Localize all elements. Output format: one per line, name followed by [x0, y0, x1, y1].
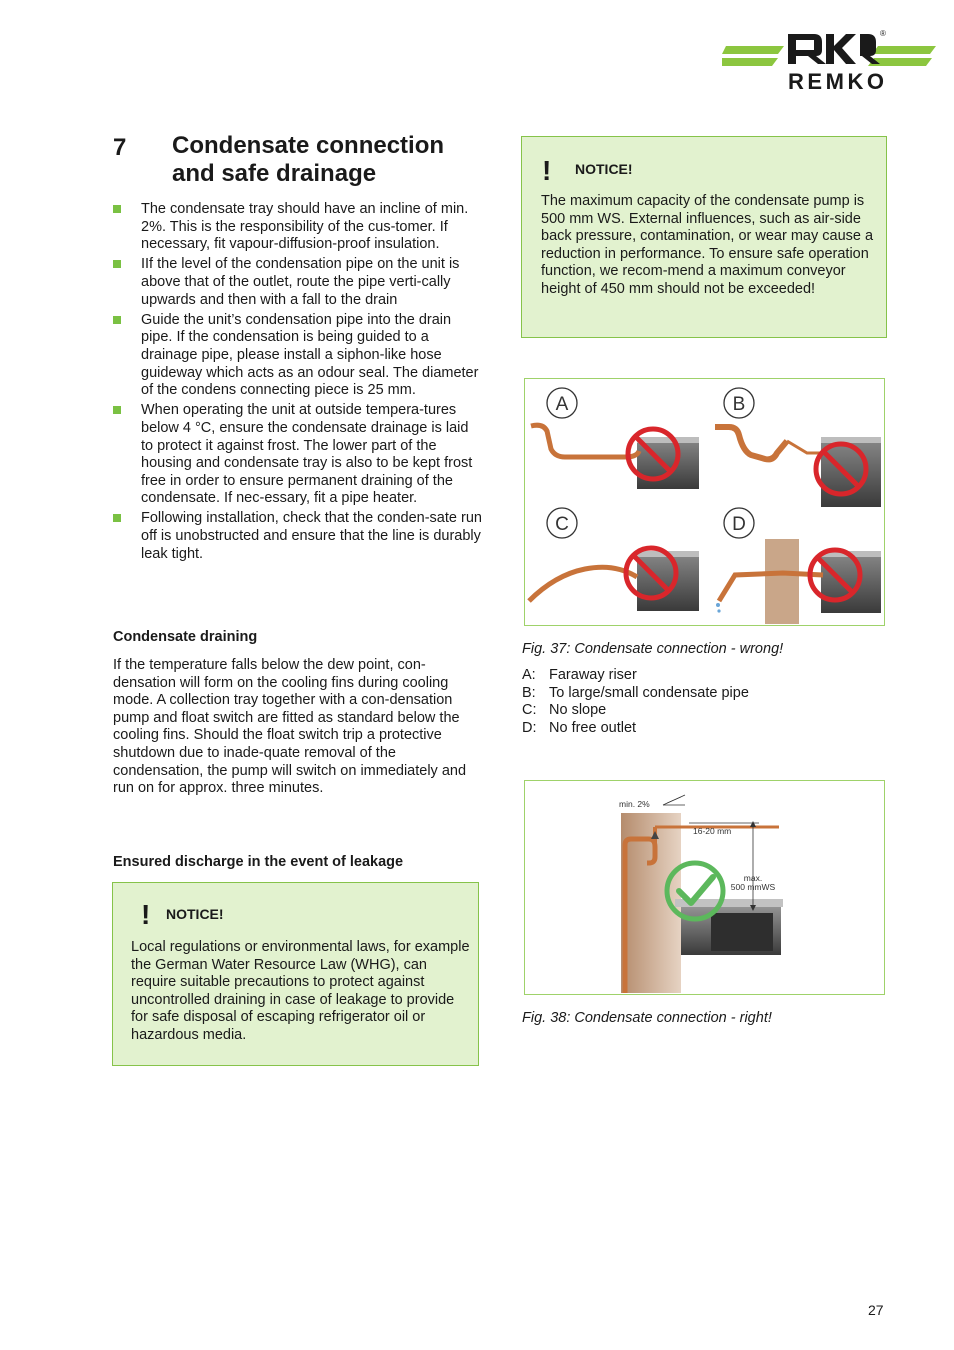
slope-label: min. 2%	[619, 799, 650, 809]
list-item: Following installation, check that the conden-sate run off is unobstructed and ensure that the line is durably leak tight.	[113, 510, 483, 563]
notice-label: NOTICE!	[575, 161, 633, 177]
panel-c	[529, 508, 699, 611]
notice-label: NOTICE!	[166, 906, 224, 922]
notice-text: The maximum capacity of the condensate pump is 500 mm WS. External influences, such as air-side back pressure, contamination, or wear may cause a reduction in performance. To ensure safe operation function, we recom-mend a maximum conveyor height of 450 mm should not be exceeded!	[541, 193, 874, 297]
list-item: When operating the unit at outside tempera-tures below 4 °C, ensure the condensate drainage is laid to protect it against frost. The lower part of the housing and condensate tray is also to be kept frost free in order to ensure permanent draining of the condensate. If nec-essary, fit a pipe heater.	[113, 402, 483, 508]
figure-38-caption: Fig. 38: Condensate connection - right!	[522, 1010, 772, 1026]
exclamation-icon: !	[542, 155, 552, 186]
leakage-heading: Ensured discharge in the event of leakage	[113, 854, 404, 870]
panel-b-label: B	[732, 394, 746, 415]
max-value-label: 500 mmWS	[730, 882, 776, 892]
section-title	[172, 132, 492, 188]
instruction-list	[113, 201, 483, 566]
panel-c-label: C	[555, 514, 569, 535]
section-title-line1: Condensate connection	[172, 132, 445, 159]
notice-box-right	[521, 136, 887, 338]
list-item: IIf the level of the condensation pipe on the unit is above that of the outlet, route the pipe verti-cally upwards and then with a fall to the drain	[113, 256, 483, 309]
condensate-draining-text: If the temperature falls below the dew point, con-densation will form on the cooling fins during cooling mode. A collection tray together with a con-densation pump and float switch are fitted as standard below the cooling fins. Should the float switch trip a protective shutdown due to inade-quate removal of the condensation, the pump will switch on immediately and run on for approx. three minutes.	[113, 657, 467, 797]
panel-b	[715, 388, 881, 507]
list-item: The condensate tray should have an incline of min. 2%. This is the responsibility of the cus-tomer. If necessary, fit vapour-diffusion-proof insulation.	[113, 201, 483, 254]
bullet-square-icon	[113, 406, 121, 414]
figure-37-legend	[522, 667, 749, 737]
notice-text: Local regulations or environmental laws, for example the German Water Resource Law (WHG), can require suitable precautions to protect against uncontrolled draining in case of leakage to provide for safe disposal of escaping refrigerator oil or hazardous media.	[131, 939, 470, 1043]
page-number: 27	[868, 1302, 884, 1318]
panel-d	[716, 508, 881, 624]
legend-item: A: Faraway riser	[522, 667, 637, 683]
figure-37	[524, 378, 885, 626]
legend-item: B: To large/small condensate pipe	[522, 684, 749, 701]
notice-box-left	[112, 882, 479, 1066]
height-label: 16-20 mm	[693, 826, 732, 836]
list-item: Guide the unit’s condensation pipe into the drain pipe. If the condensation is being guided to a drainage pipe, please install a siphon-like hose guideway which acts as an odour seal. The diameter of the condens connecting piece is 25 mm.	[113, 312, 483, 400]
panel-d-label: D	[732, 514, 746, 535]
figure-38	[524, 780, 885, 995]
bullet-square-icon	[113, 205, 121, 213]
legend-item: C: No slope	[522, 702, 607, 719]
section-number: 7	[113, 134, 127, 161]
figure-37-illustration	[525, 379, 883, 624]
bullet-square-icon	[113, 514, 121, 522]
condensate-draining-heading: Condensate draining	[113, 629, 258, 645]
remko-logo	[722, 28, 938, 94]
max-label: max.	[743, 873, 763, 883]
panel-a-label: A	[555, 394, 569, 415]
logo-text: REMKO	[788, 69, 884, 94]
exclamation-icon: !	[141, 899, 151, 930]
section-title-line2: and safe drainage	[172, 160, 377, 187]
panel-a	[531, 388, 699, 489]
figure-37-caption: Fig. 37: Condensate connection - wrong!	[522, 641, 784, 657]
registered-mark: ®	[880, 29, 886, 38]
bullet-square-icon	[113, 316, 121, 324]
legend-item: D: No free outlet	[522, 719, 637, 736]
figure-38-illustration	[525, 781, 883, 993]
bullet-square-icon	[113, 260, 121, 268]
